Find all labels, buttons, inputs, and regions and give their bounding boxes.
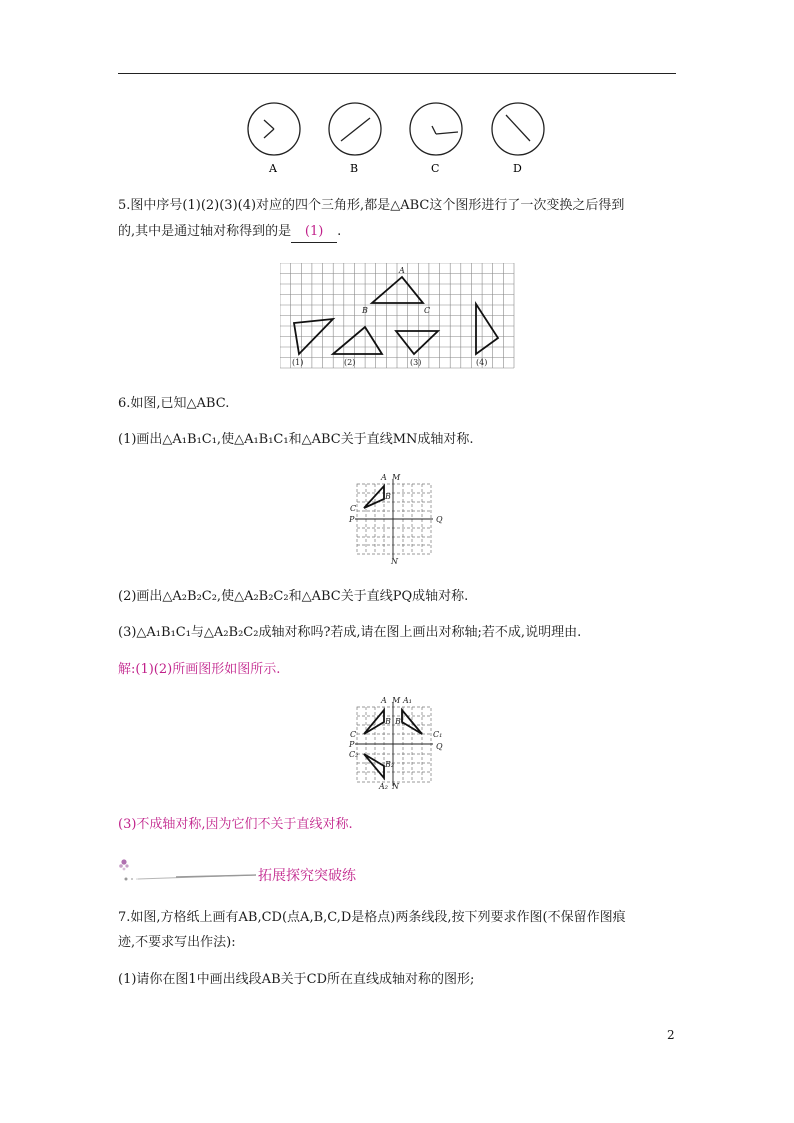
label-c2: C₂ bbox=[349, 750, 359, 759]
q5-line2 bbox=[118, 222, 341, 243]
q6-answer3: (3)不成轴对称,因为它们不关于直线对称. bbox=[118, 817, 353, 832]
triangle-2 bbox=[333, 327, 382, 354]
clock-b bbox=[329, 103, 381, 155]
q7-line1: 7.如图,方格纸上画有AB,CD(点A,B,C,D是格点)两条线段,按下列要求作图(不保留作图痕 bbox=[118, 910, 626, 925]
header-rule bbox=[118, 73, 676, 74]
clock-label-d: D bbox=[513, 162, 522, 175]
q7-part1: (1)请你在图1中画出线段AB关于CD所在直线成轴对称的图形; bbox=[118, 972, 475, 987]
clock-label-a: A bbox=[269, 162, 277, 175]
clock-d bbox=[492, 103, 544, 155]
label-a: A bbox=[381, 473, 387, 482]
label-p: P bbox=[349, 515, 355, 524]
section-banner bbox=[116, 855, 376, 891]
q6-figure-1 bbox=[345, 470, 445, 569]
q6-solution: 解:(1)(2)所画图形如图所示. bbox=[118, 662, 281, 677]
q6-part3: (3)△A₁B₁C₁与△A₂B₂C₂成轴对称吗?若成,请在图上画出对称轴;若不成,说明理由. bbox=[118, 625, 582, 640]
label-b2: B₂ bbox=[385, 760, 395, 769]
label-t2: (2) bbox=[344, 358, 356, 367]
label-t3: (3) bbox=[410, 358, 422, 367]
label-b: B bbox=[362, 306, 368, 315]
label-a1: A₁ bbox=[403, 696, 412, 705]
banner-title: 拓展探究突破练 bbox=[258, 868, 356, 884]
label-a: A bbox=[381, 696, 387, 705]
label-n: N bbox=[392, 782, 399, 791]
label-c: C bbox=[424, 306, 431, 315]
label-t4: (4) bbox=[476, 358, 488, 367]
banner-decoration-icon bbox=[116, 855, 256, 891]
q5-period: . bbox=[337, 224, 342, 239]
label-q: Q bbox=[436, 515, 443, 524]
label-c1: C₁ bbox=[433, 730, 443, 739]
label-q: Q bbox=[436, 742, 443, 751]
q6-part1: (1)画出△A₁B₁C₁,使△A₁B₁C₁和△ABC关于直线MN成轴对称. bbox=[118, 432, 474, 447]
clock-label-c: C bbox=[431, 162, 440, 175]
label-n: N bbox=[391, 557, 398, 565]
label-m: M bbox=[392, 473, 401, 482]
q6-figure-2 bbox=[345, 694, 450, 798]
page-number: 2 bbox=[667, 1028, 675, 1042]
q7-line2: 迹,不要求写出作法): bbox=[118, 935, 236, 950]
label-c: C bbox=[350, 504, 357, 513]
label-m: M bbox=[392, 696, 401, 705]
label-a: A bbox=[399, 266, 405, 275]
q5-answer: (1) bbox=[291, 222, 337, 243]
q6-intro: 6.如图,已知△ABC. bbox=[118, 396, 230, 411]
clock-c bbox=[410, 103, 462, 155]
clock-a bbox=[248, 103, 300, 155]
triangle-4 bbox=[476, 304, 498, 354]
triangle-abc bbox=[364, 486, 384, 508]
clock-label-b: B bbox=[350, 162, 359, 175]
label-a2: A₂ bbox=[379, 782, 388, 791]
q5-line2-text: 的,其中是通过轴对称得到的是 bbox=[118, 224, 292, 239]
q6-part2: (2)画出△A₂B₂C₂,使△A₂B₂C₂和△ABC关于直线PQ成轴对称. bbox=[118, 589, 469, 604]
q5-grid-figure bbox=[280, 263, 516, 375]
triangle-abc bbox=[372, 277, 423, 303]
label-t1: (1) bbox=[292, 358, 304, 367]
triangle-abc bbox=[364, 710, 384, 734]
label-p: P bbox=[349, 740, 355, 749]
clock-options-figure bbox=[240, 96, 560, 180]
label-b: B bbox=[385, 717, 391, 726]
q5-line1: 5.图中序号(1)(2)(3)(4)对应的四个三角形,都是△ABC这个图形进行了一次变换之后得到 bbox=[118, 198, 625, 213]
triangle-3 bbox=[396, 331, 438, 354]
label-b: B bbox=[385, 492, 391, 501]
label-b1: B₁ bbox=[395, 717, 405, 726]
triangle-a2b2c2 bbox=[364, 754, 384, 778]
label-c: C bbox=[350, 730, 357, 739]
